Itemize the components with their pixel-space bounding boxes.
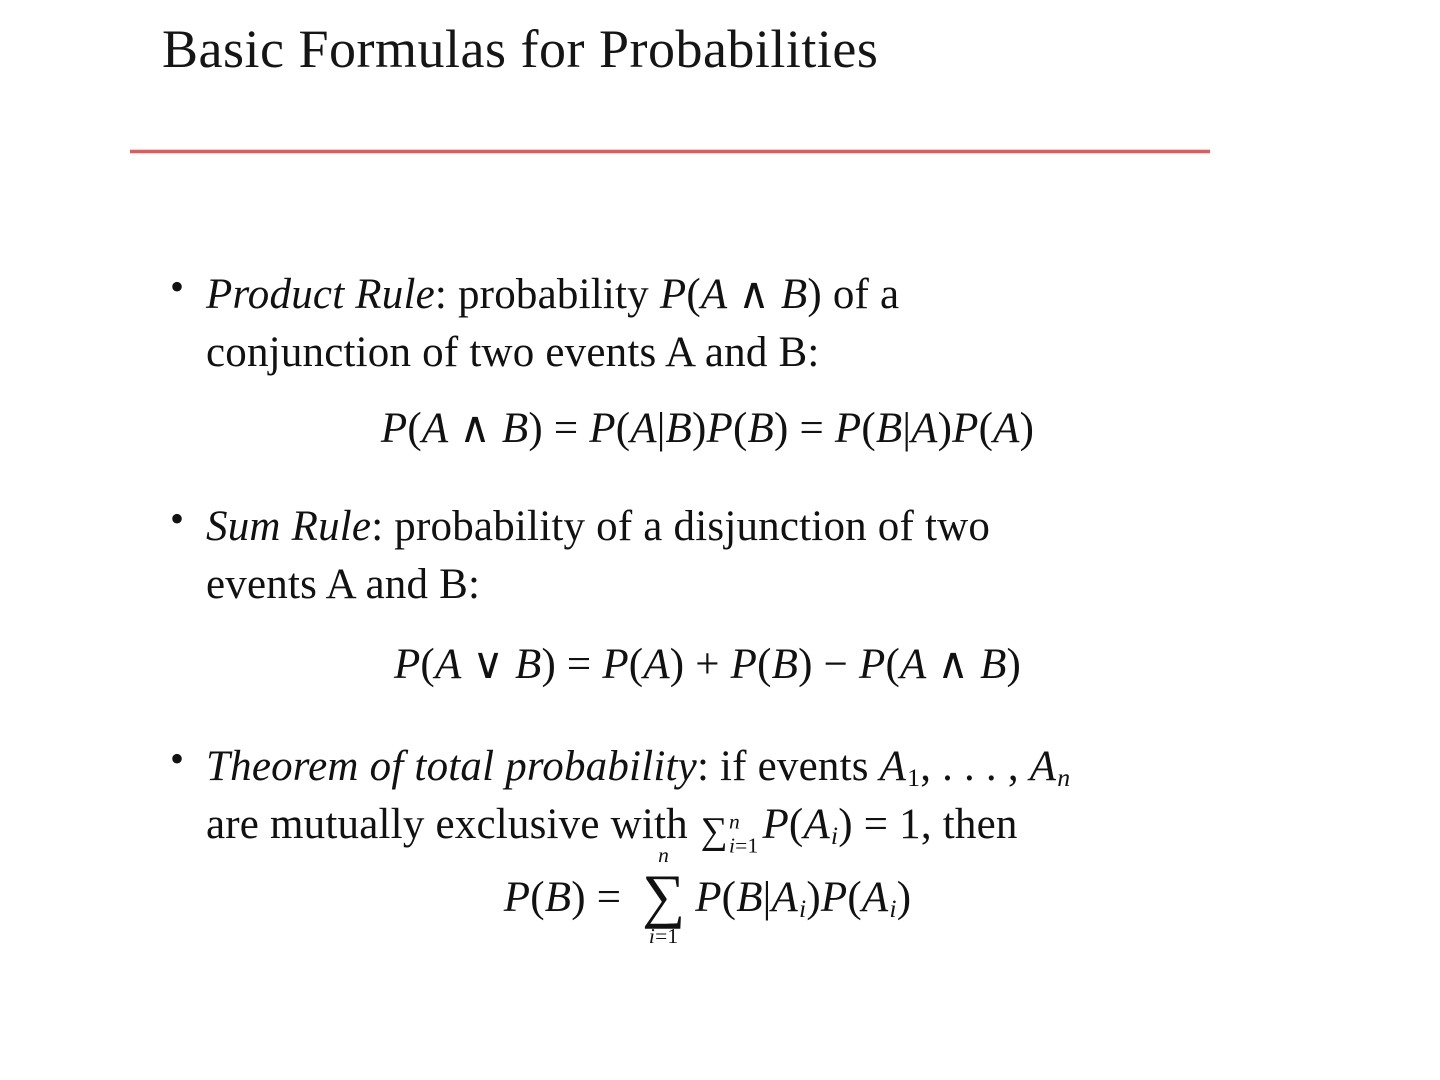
bullet-sum-rule [170, 498, 1280, 614]
bullet-text-line: events A and B: [206, 561, 481, 608]
bullet-text-line: conjunction of two events A and B: [206, 329, 820, 376]
bullet-text-line: are mutually exclusive with ∑ n i=1 $P(A_i) = 1$, then [206, 801, 1018, 858]
bullet-text [206, 498, 1280, 614]
title-underline [130, 150, 1210, 153]
formula-sum-rule: P(A ∨ B) = P(A) + P(B) − P(A ∧ B) [393, 641, 1022, 688]
bullet-total-probability [170, 738, 1280, 856]
bullet-text-line: Sum Rule: probability of a disjunction of two [206, 503, 991, 550]
formula-product-rule: P(A ∧ B) = P(A|B)P(B) = P(B|A)P(A) [380, 405, 1035, 452]
bullet-text [206, 738, 1280, 856]
page-title: Basic Formulas for Probabilities [162, 19, 879, 79]
bullet-text-line: Theorem of total probability: if events $A_1$, . . . , $A_n$ [206, 743, 1071, 793]
bullet-text [206, 266, 1280, 382]
big-sum-icon: n ∑ i=1 [642, 842, 686, 948]
sum-icon: ∑ n i=1 [700, 810, 759, 858]
bullet-icon: • [170, 736, 185, 781]
bullet-icon: • [170, 264, 185, 309]
formula-total-probability: P(B) = n ∑ i=1 $P(B|A_i)P(A_i)$ [503, 842, 912, 948]
bullet-product-rule [170, 266, 1280, 382]
bullet-text-line: Product Rule: probability P(A ∧ B) of a [206, 271, 900, 318]
bullet-icon: • [170, 496, 185, 541]
